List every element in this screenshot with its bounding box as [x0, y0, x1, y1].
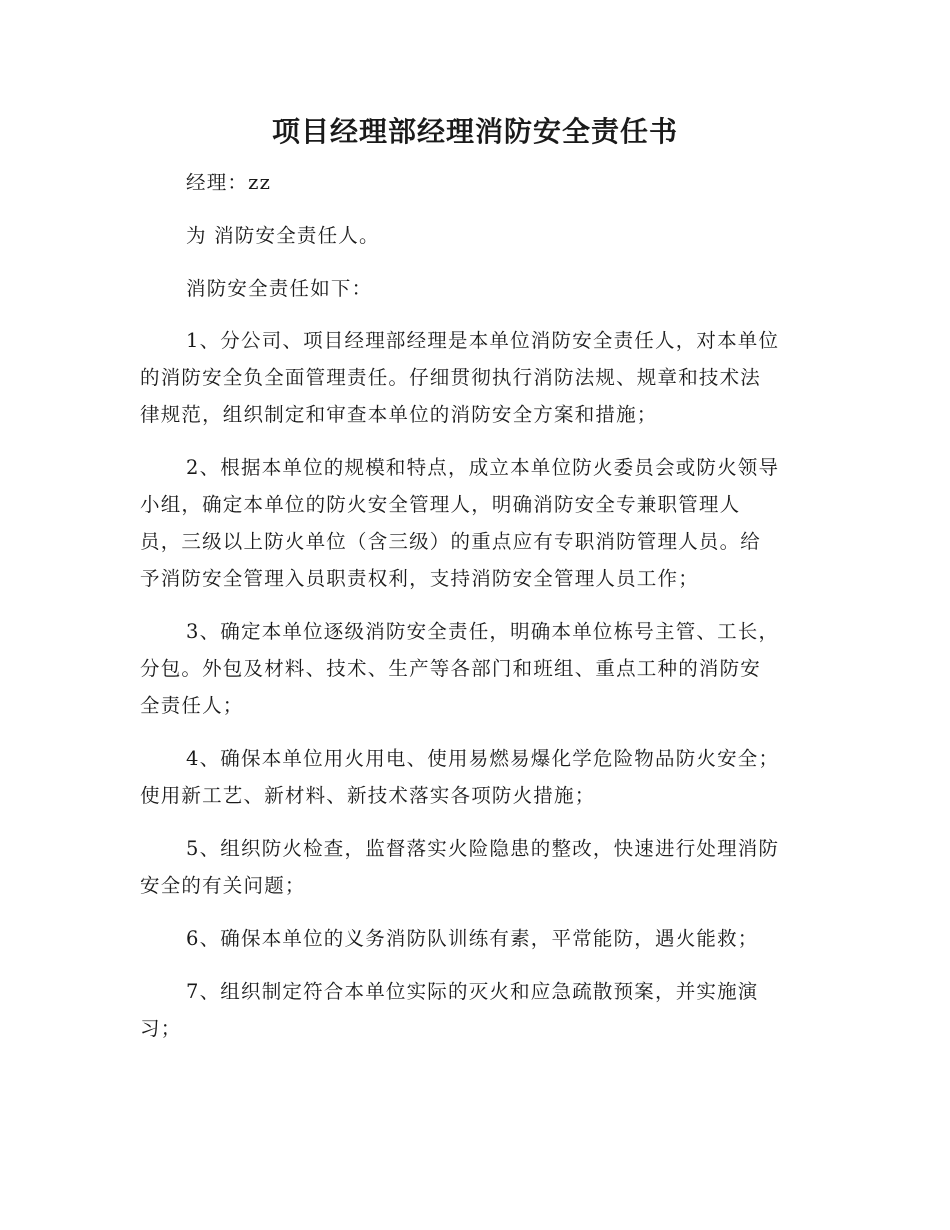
document-title: 项目经理部经理消防安全责任书 [271, 115, 678, 148]
item-2-line-1: 2、根据本单位的规模和特点，成立本单位防火委员会或防火领导 [186, 456, 780, 479]
item-7-line-2: 习； [140, 1017, 182, 1040]
item-1-line-2: 的消防安全负全面管理责任。仔细贯彻执行消防法规、规章和技术法 [140, 366, 762, 389]
item-2-line-3: 员，三级以上防火单位（含三级）的重点应有专职消防管理人员。给 [140, 530, 762, 553]
item-4-line-2: 使用新工艺、新材料、新技术落实各项防火措施； [140, 784, 596, 807]
item-1-line-1: 1、分公司、项目经理部经理是本单位消防安全责任人，对本单位 [186, 329, 780, 352]
item-3-line-1: 3、确定本单位逐级消防安全责任，明确本单位栋号主管、工长， [186, 620, 780, 643]
item-2-line-4: 予消防安全管理入员职责权利，支持消防安全管理人员工作； [140, 567, 699, 590]
item-6-line-1: 6、确保本单位的义务消防队训练有素，平常能防，遇火能救； [186, 927, 759, 950]
item-3-line-2: 分包。外包及材料、技术、生产等各部门和班组、重点工种的消防安 [140, 657, 762, 680]
item-2-line-2: 小组，确定本单位的防火安全管理人，明确消防安全专兼职管理人 [140, 493, 741, 516]
item-1-line-3: 律规范，组织制定和审查本单位的消防安全方案和措施； [140, 403, 658, 426]
role-line: 为 消防安全责任人。 [186, 224, 380, 247]
item-4-line-1: 4、确保本单位用火用电、使用易燃易爆化学危险物品防火安全； [186, 747, 780, 770]
item-5-line-2: 安全的有关问题； [140, 874, 306, 897]
intro-line: 消防安全责任如下： [186, 277, 373, 300]
item-7-line-1: 7、组织制定符合本单位实际的灭火和应急疏散预案，并实施演 [186, 980, 759, 1003]
manager-line: 经理：zz [186, 171, 272, 194]
item-5-line-1: 5、组织防火检查，监督落实火险隐患的整改，快速进行处理消防 [186, 837, 780, 860]
item-3-line-3: 全责任人； [140, 694, 244, 717]
